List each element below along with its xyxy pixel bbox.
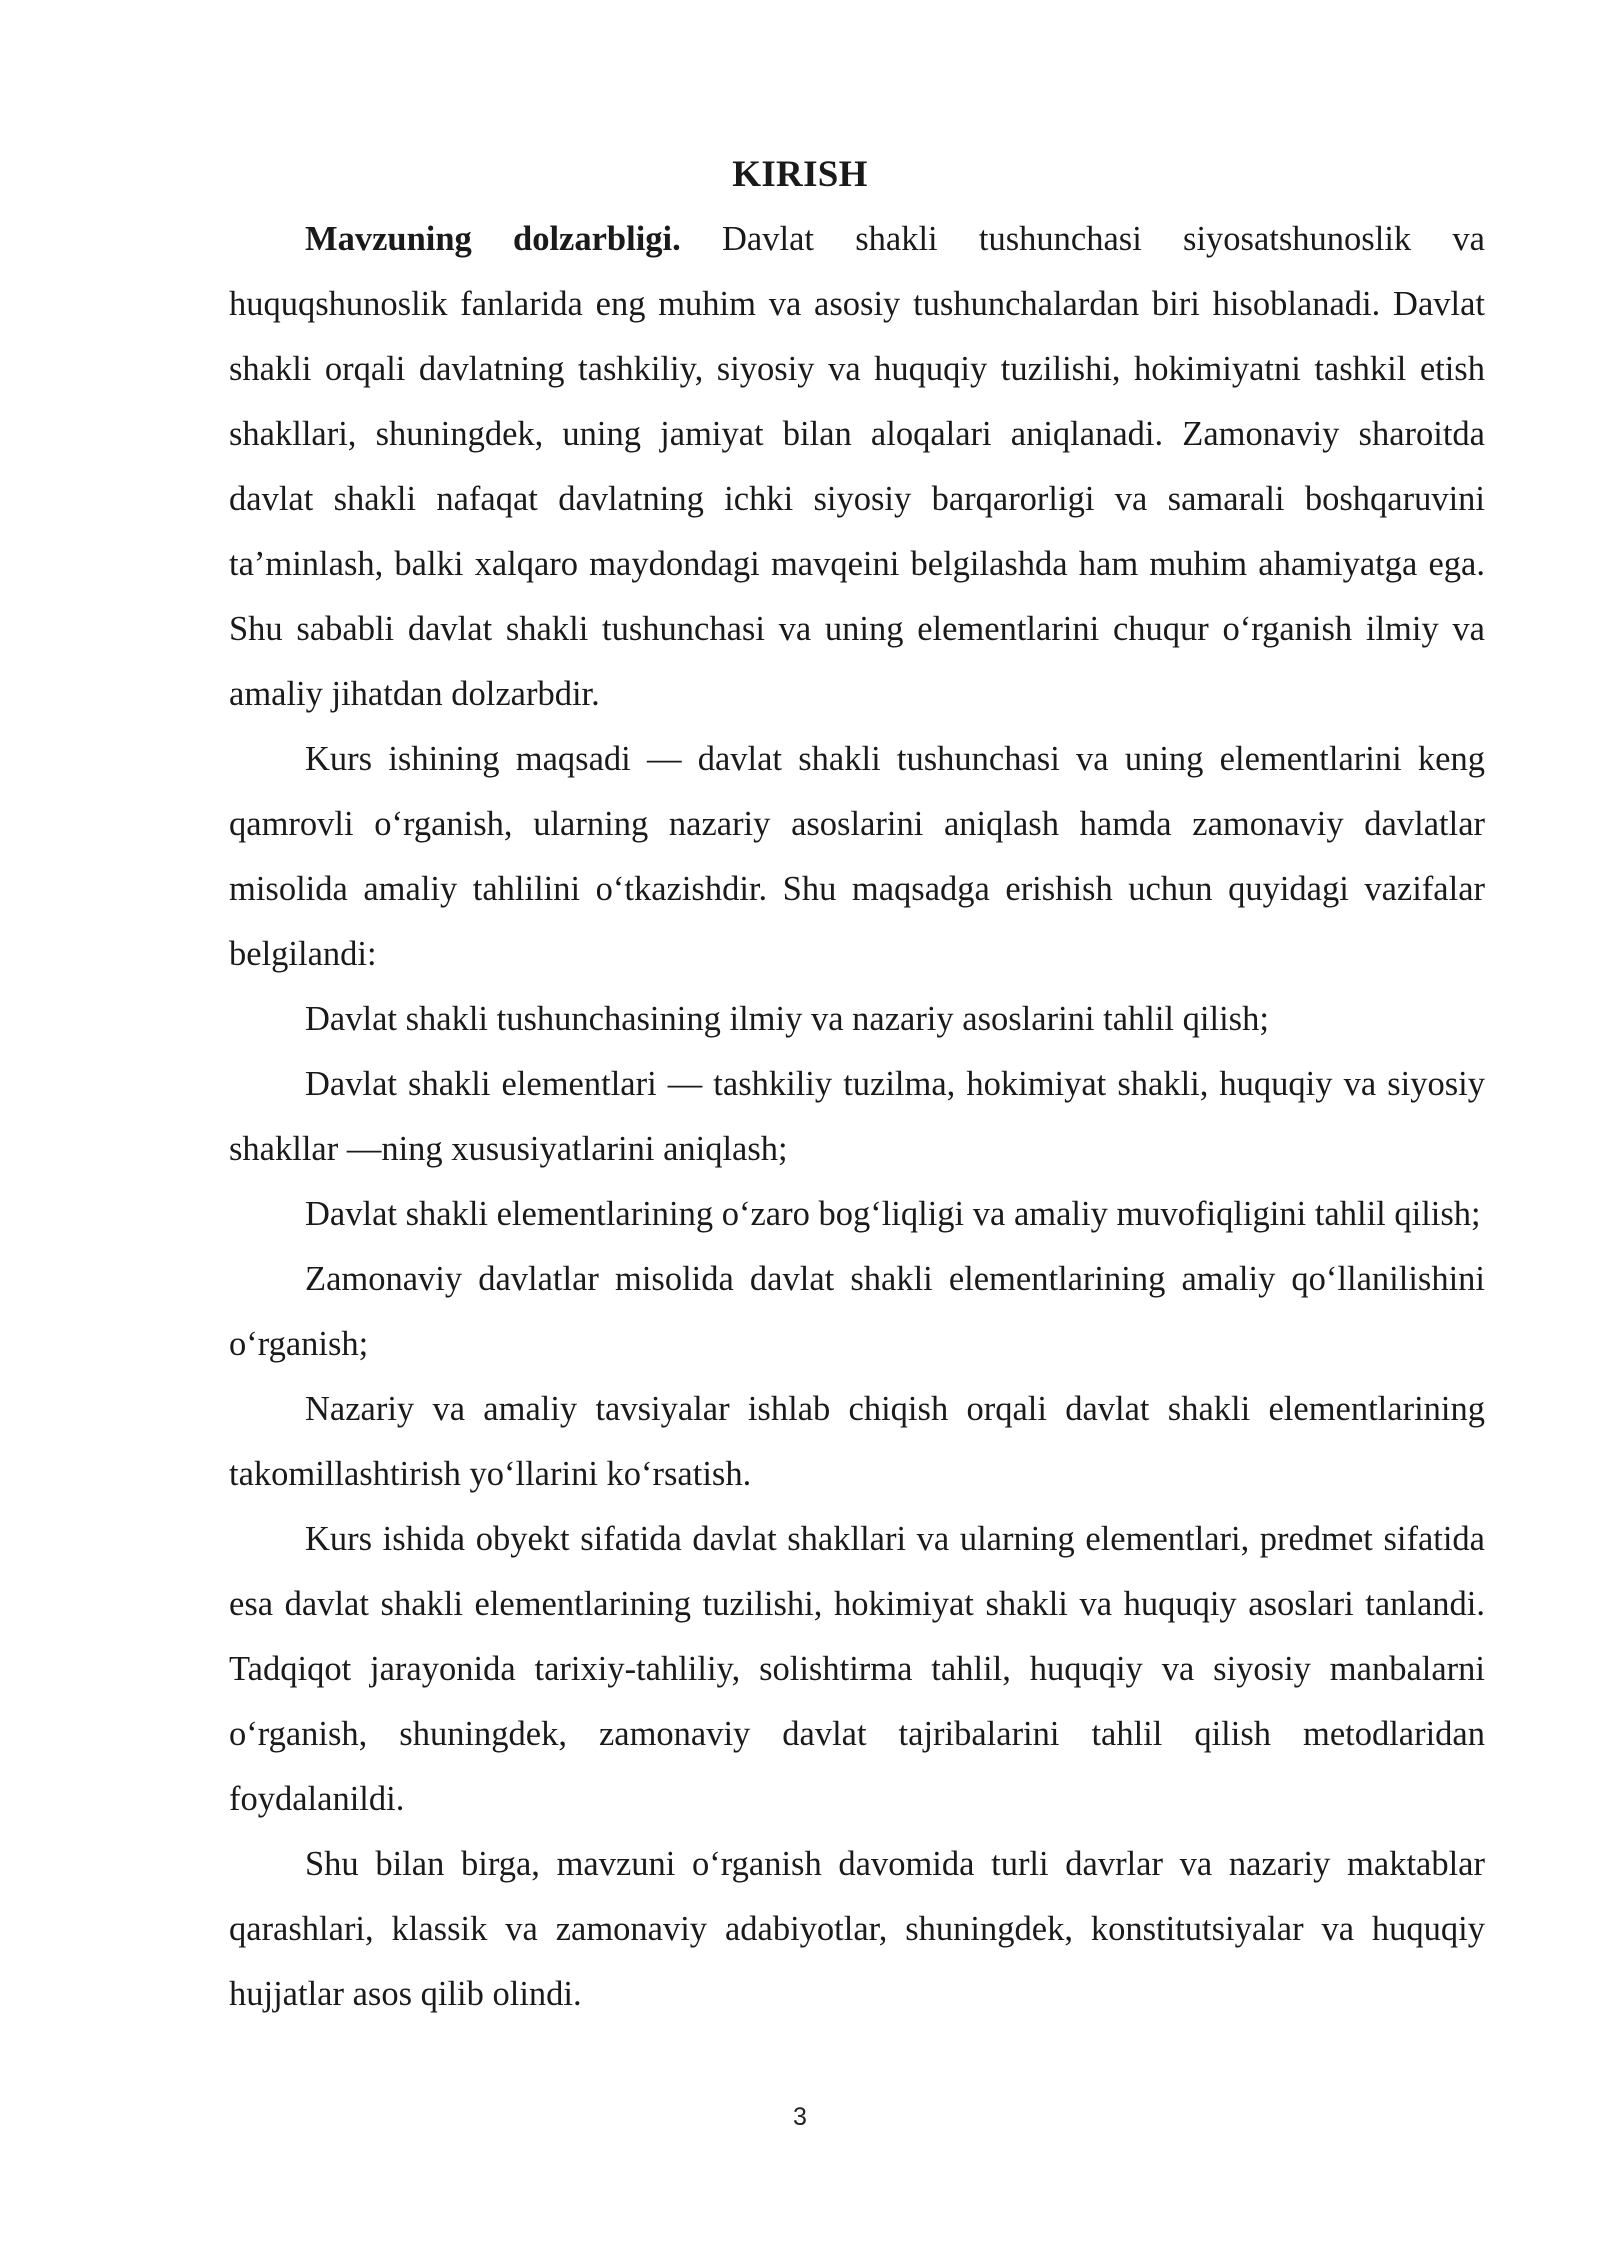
- task-item: Davlat shakli elementlarining o‘zaro bog‘liqligi va amaliy muvofiqligini tahlil qilish;: [305, 1195, 1481, 1233]
- body-text: [229, 207, 1485, 2027]
- paragraph-sources: Shu bilan birga, mavzuni o‘rganish davomida turli davrlar va nazariy maktablar qarashlari, klassik va zamonaviy adabiyotlar, shuningdek, konstitutsiyalar va huquqiy hujjatlar asos qilib olindi.: [229, 1845, 1485, 2013]
- page-number: 3: [793, 2103, 807, 2131]
- page-title: KIRISH: [732, 154, 868, 195]
- paragraph-lead: Mavzuning dolzarbligi.: [305, 220, 681, 258]
- task-item: Davlat shakli tushunchasining ilmiy va nazariy asoslarini tahlil qilish;: [305, 1000, 1269, 1038]
- task-item: Davlat shakli elementlari — tashkiliy tuzilma, hokimiyat shakli, huquqiy va siyosiy shakllar —ning xususiyatlarini aniqlash;: [229, 1065, 1485, 1168]
- paragraph-text: Davlat shakli tushunchasi siyosatshunoslik va huquqshunoslik fanlarida eng muhim va asosiy tushunchalardan biri hisoblanadi. Davlat shakli orqali davlatning tashkiliy, siyosiy va huquqiy tuzilishi, hokimiyatni tashkil etish shakllari, shuningdek, uning jamiyat bilan aloqalari aniqlanadi. Zamonaviy sharoitda davlat shakli nafaqat davlatning ichki siyosiy barqarorligi va samarali boshqaruvini ta’minlash, balki xalqaro maydondagi mavqeini belgilashda ham muhim ahamiyatga ega. Shu sababli davlat shakli tushunchasi va uning elementlarini chuqur o‘rganish ilmiy va amaliy jihatdan dolzarbdir.: [229, 220, 1485, 713]
- paragraph-relevance: [229, 207, 1485, 727]
- task-item: Nazariy va amaliy tavsiyalar ishlab chiqish orqali davlat shakli elementlarining takomillashtirish yo‘llarini ko‘rsatish.: [229, 1390, 1485, 1493]
- paragraph-goal: Kurs ishining maqsadi — davlat shakli tushunchasi va uning elementlarini keng qamrovli o‘rganish, ularning nazariy asoslarini aniqlash hamda zamonaviy davlatlar misolida amaliy tahlilini o‘tkazishdir. Shu maqsadga erishish uchun quyidagi vazifalar belgilandi:: [229, 740, 1485, 973]
- task-item: Zamonaviy davlatlar misolida davlat shakli elementlarining amaliy qo‘llanilishini o‘rganish;: [229, 1260, 1485, 1363]
- paragraph-object-subject: Kurs ishida obyekt sifatida davlat shakllari va ularning elementlari, predmet sifatida esa davlat shakli elementlarining tuzilishi, hokimiyat shakli va huquqiy asoslari tanlandi. Tadqiqot jarayonida tarixiy-tahliliy, solishtirma tahlil, huquqiy va siyosiy manbalarni o‘rganish, shuningdek, zamonaviy davlat tajribalarini tahlil qilish metodlaridan foydalanildi.: [229, 1520, 1485, 1818]
